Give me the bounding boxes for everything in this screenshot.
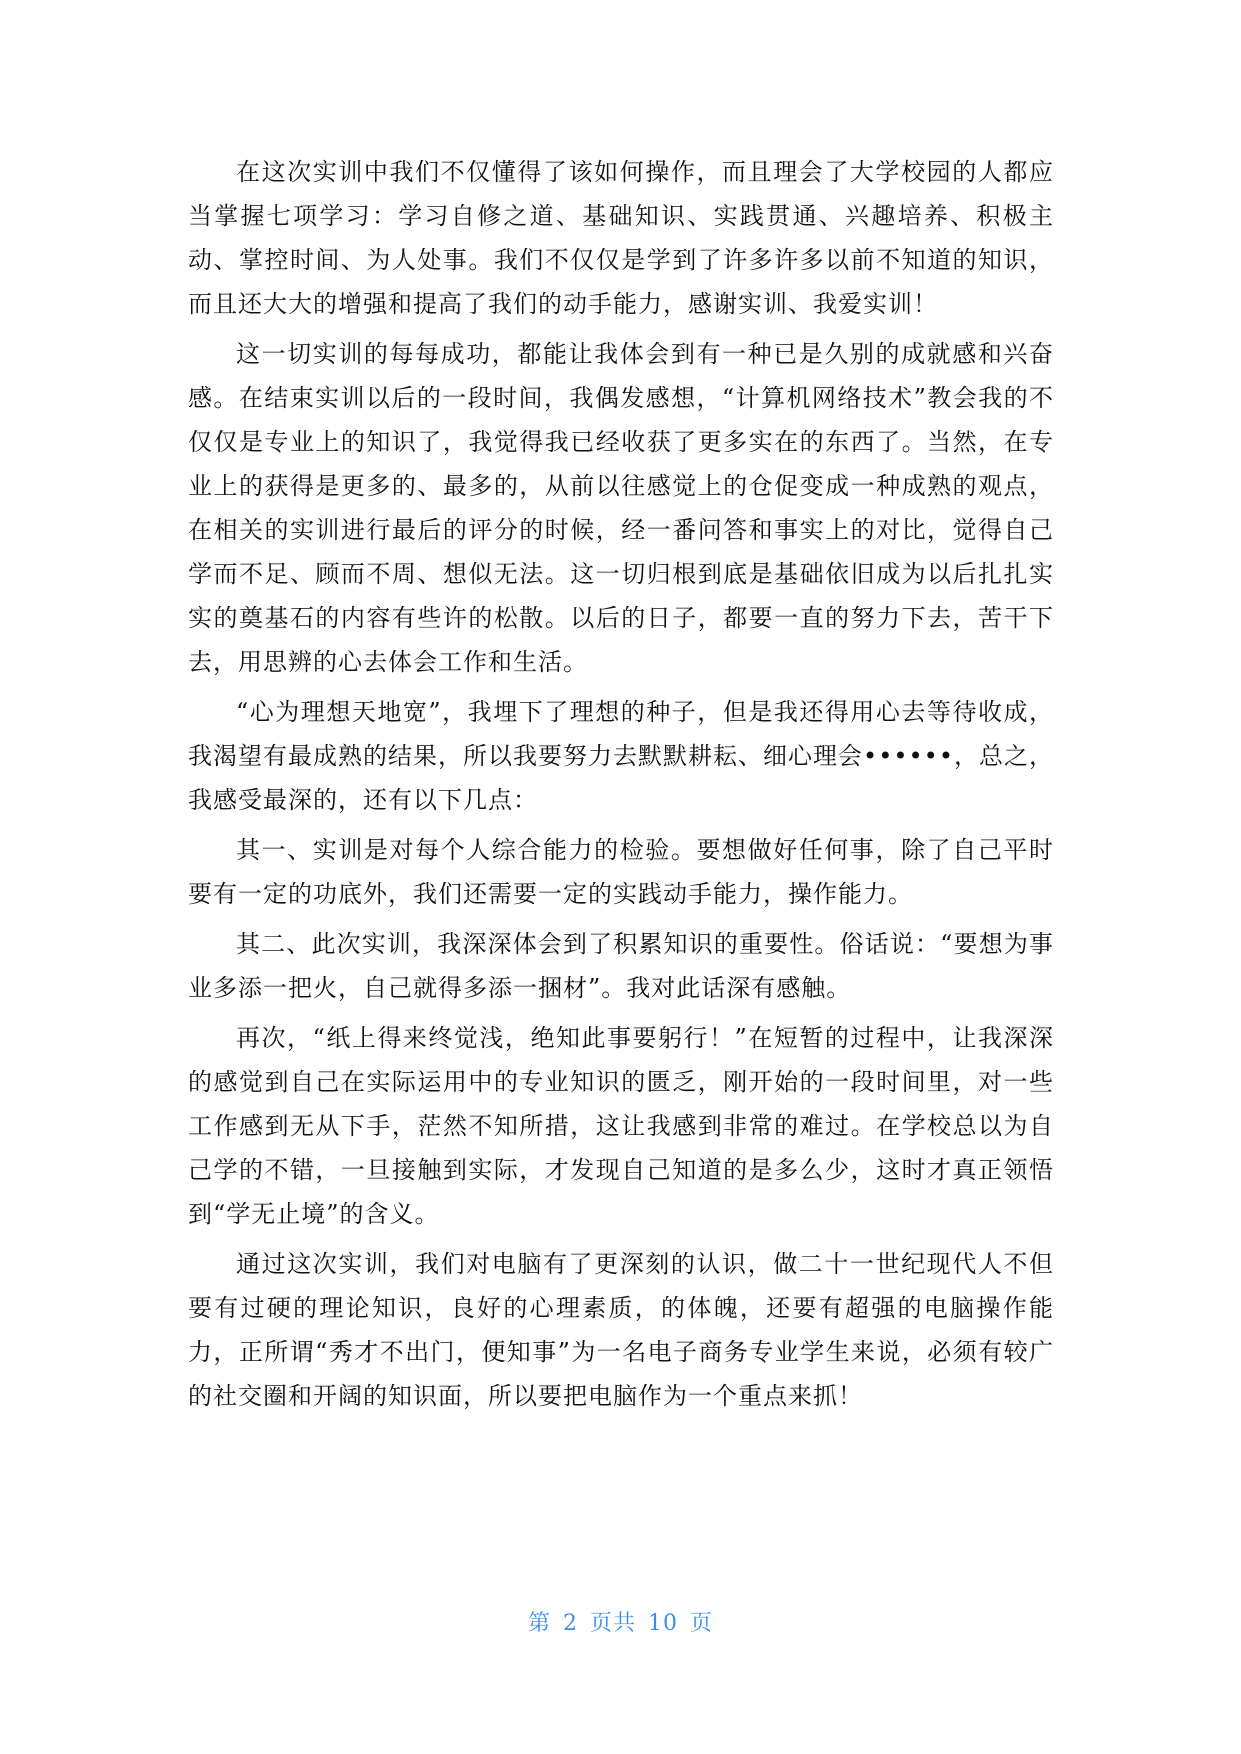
page-label-suffix: 页 [690, 1611, 714, 1636]
document-body [188, 150, 1054, 1424]
current-page-number: 2 [562, 1611, 578, 1636]
paragraph: 其一、实训是对每个人综合能力的检验。要想做好任何事，除了自己平时要有一定的功底外，我们还需要一定的实践动手能力，操作能力。 [188, 836, 1054, 908]
page-label-mid: 页共 [589, 1611, 636, 1636]
paragraph: “心为理想天地宽”，我埋下了理想的种子，但是我还得用心去等待收成，我渴望有最成熟的结果，所以我要努力去默默耕耘、细心理会••••••，总之，我感受最深的，还有以下几点： [188, 698, 1054, 814]
paragraph: 再次，“纸上得来终觉浅，绝知此事要躬行！”在短暂的过程中，让我深深的感觉到自己在实际运用中的专业知识的匮乏，刚开始的一段时间里，对一些工作感到无从下手，茫然不知所措，这让我感到非常的难过。在学校总以为自己学的不错，一旦接触到实际，才发现自己知道的是多么少，这时才真正领悟到“学无止境”的含义。 [188, 1024, 1054, 1228]
total-pages-number: 10 [648, 1611, 678, 1636]
paragraph: 其二、此次实训，我深深体会到了积累知识的重要性。俗话说：“要想为事业多添一把火，自己就得多添一捆材”。我对此话深有感触。 [188, 930, 1054, 1002]
paragraph: 这一切实训的每每成功，都能让我体会到有一种已是久别的成就感和兴奋感。在结束实训以后的一段时间，我偶发感想，“计算机网络技术”教会我的不仅仅是专业上的知识了，我觉得我已经收获了更多实在的东西了。当然，在专业上的获得是更多的、最多的，从前以往感觉上的仓促变成一种成熟的观点，在相关的实训进行最后的评分的时候，经一番问答和事实上的对比，觉得自己学而不足、顾而不周、想似无法。这一切归根到底是基础依旧成为以后扎扎实实的奠基石的内容有些许的松散。以后的日子，都要一直的努力下去，苦干下去，用思辨的心去体会工作和生活。 [188, 340, 1054, 676]
paragraph: 通过这次实训，我们对电脑有了更深刻的认识，做二十一世纪现代人不但要有过硬的理论知识，良好的心理素质，的体魄，还要有超强的电脑操作能力，正所谓“秀才不出门，便知事”为一名电子商务专业学生来说，必须有较广的社交圈和开阔的知识面，所以要把电脑作为一个重点来抓！ [188, 1250, 1054, 1410]
page-label-prefix: 第 [527, 1611, 551, 1636]
page-number-footer [0, 1606, 1241, 1637]
paragraph: 在这次实训中我们不仅懂得了该如何操作，而且理会了大学校园的人都应当掌握七项学习：学习自修之道、基础知识、实践贯通、兴趣培养、积极主动、掌控时间、为人处事。我们不仅仅是学到了许多许多以前不知道的知识，而且还大大的增强和提高了我们的动手能力，感谢实训、我爱实训！ [188, 158, 1054, 318]
